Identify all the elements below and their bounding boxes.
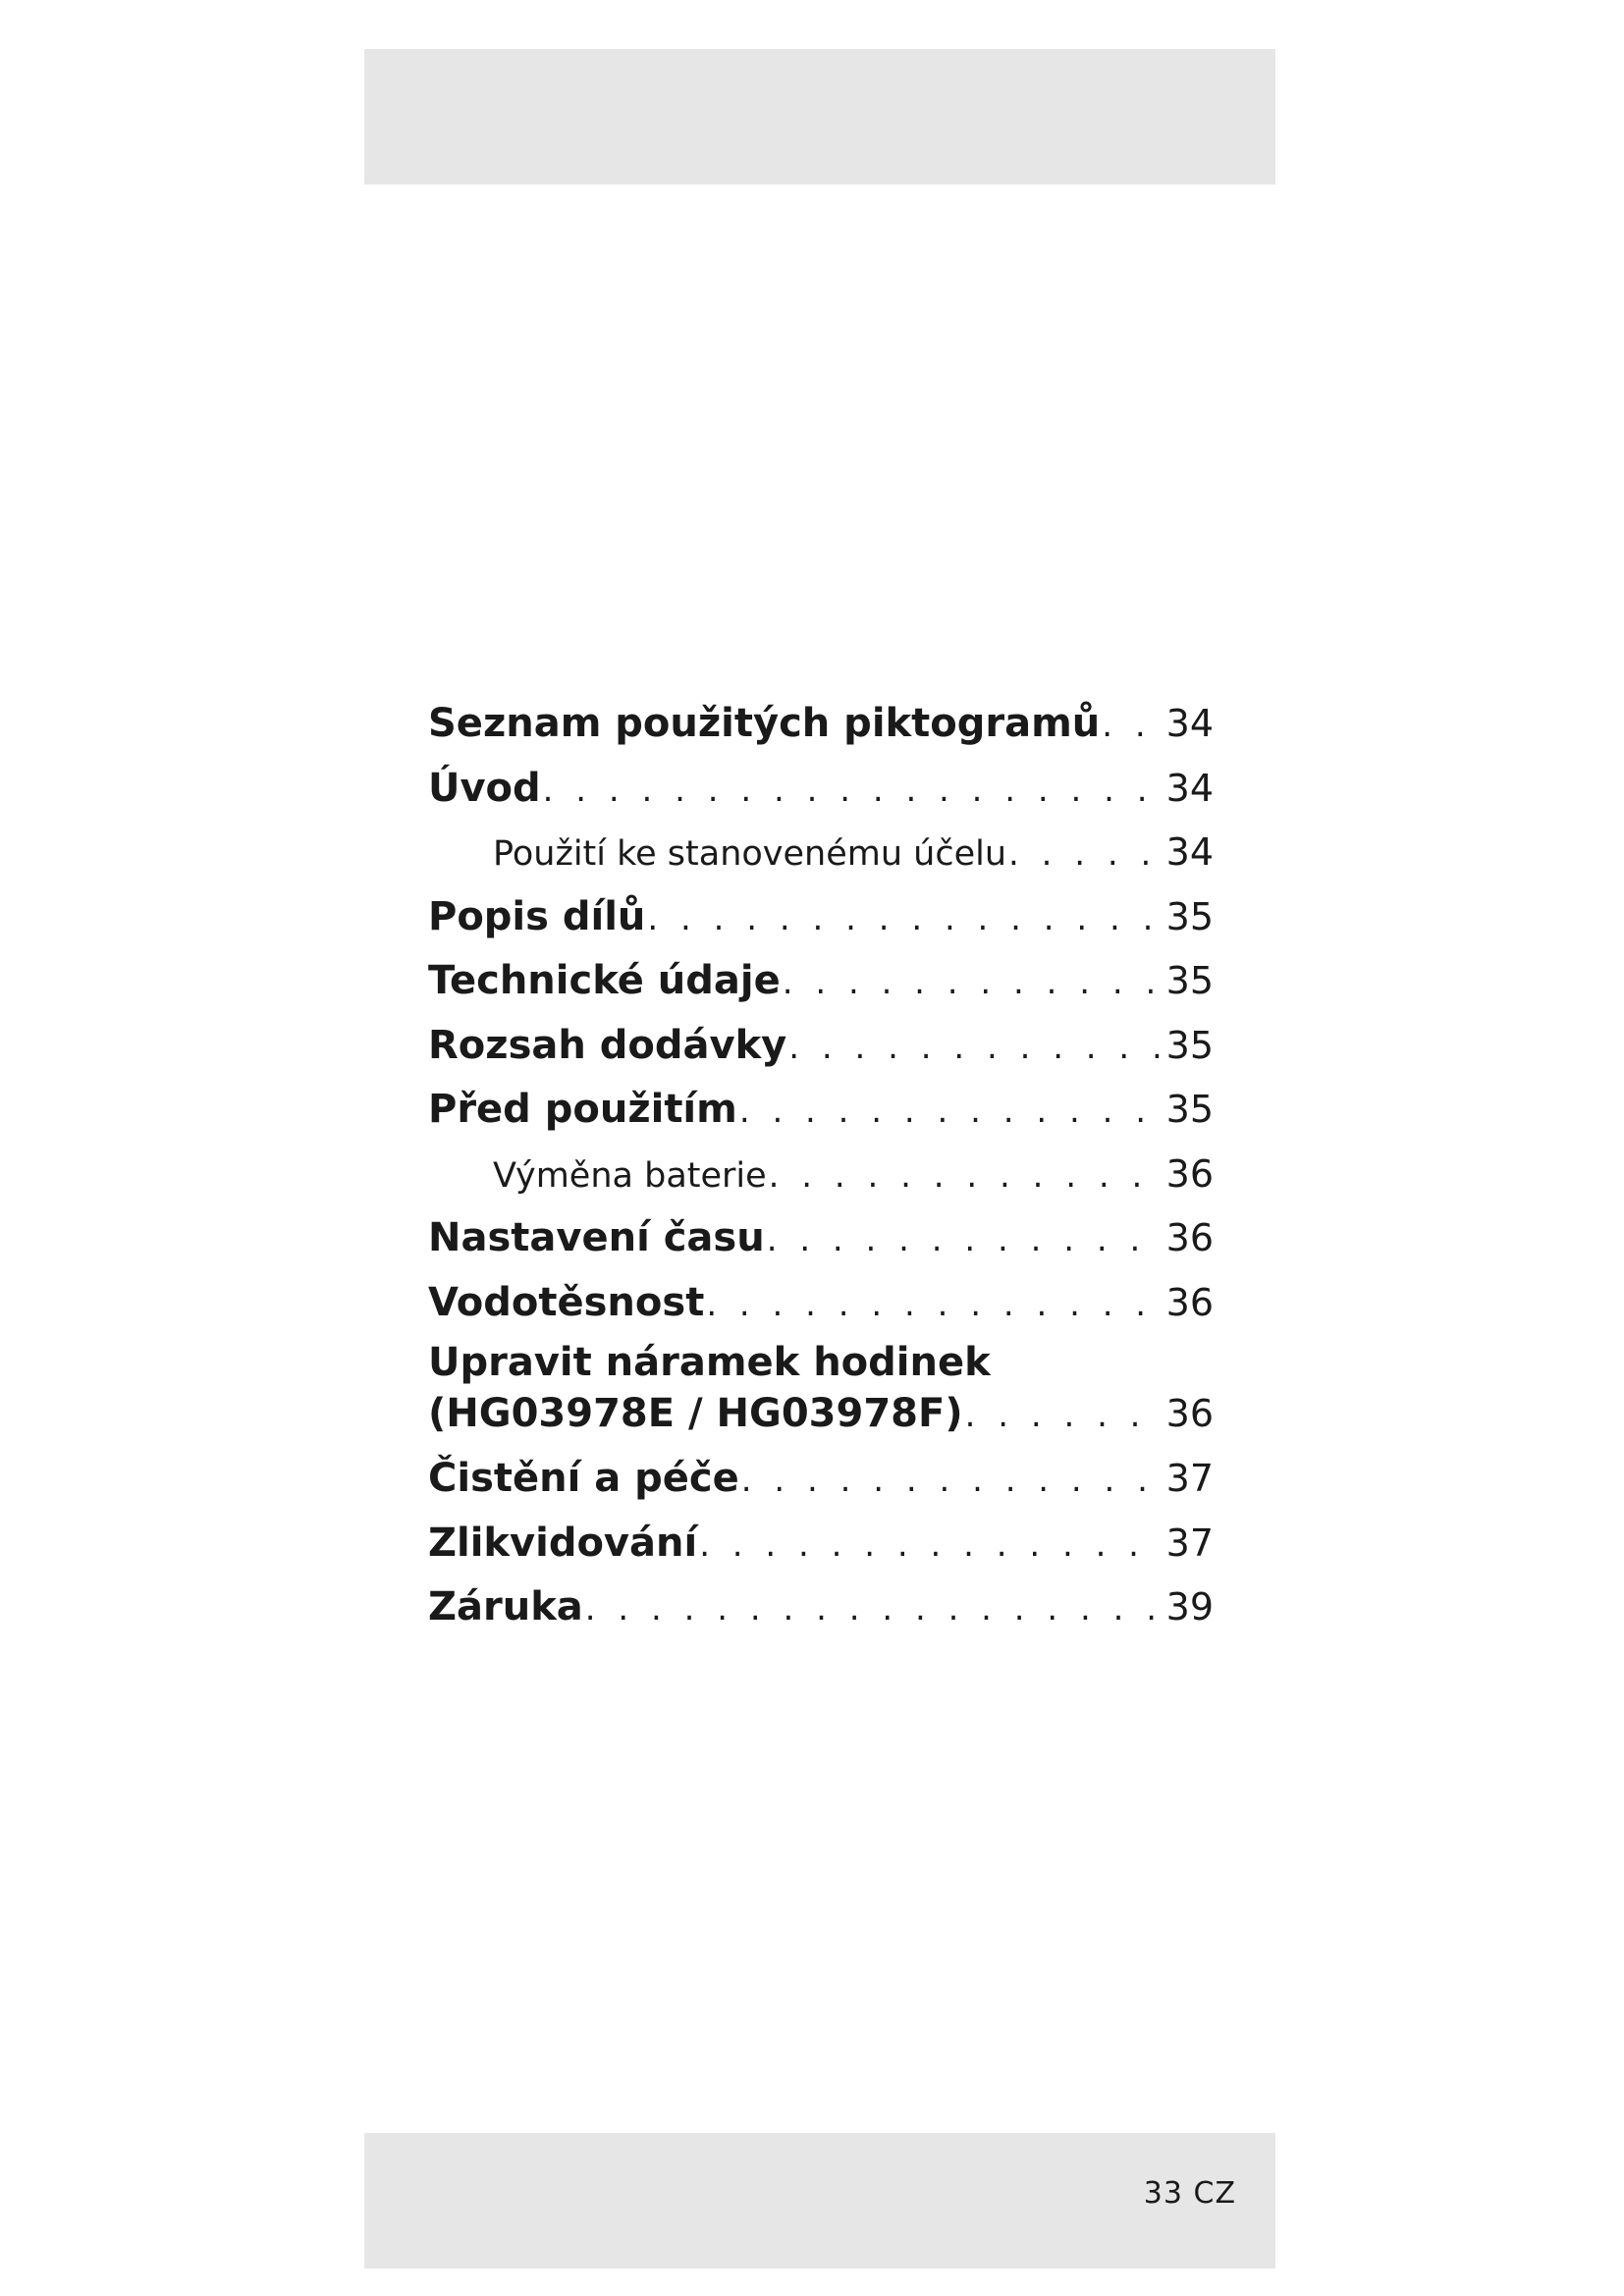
toc-entry-page: 36 <box>1165 1280 1214 1324</box>
toc-entry-cisteni-a-pece[interactable] <box>428 1447 1214 1512</box>
toc-entry-title: Záruka <box>428 1584 583 1629</box>
toc-entry-title: Nastavení času <box>428 1215 765 1260</box>
toc-entry-title-line2: (HG03978E / HG03978F) <box>428 1391 963 1436</box>
dot-leader <box>647 887 1160 952</box>
dot-leader <box>1008 823 1161 887</box>
toc-entry-page: 37 <box>1165 1521 1214 1565</box>
toc-entry-seznam-piktogramu[interactable] <box>428 692 1214 757</box>
dot-leader <box>783 951 1161 1016</box>
dot-leader <box>767 1208 1161 1273</box>
toc-entry-rozsah-dodavky[interactable] <box>428 1014 1214 1079</box>
header-band <box>364 49 1275 185</box>
toc-entry-page: 36 <box>1165 1216 1214 1259</box>
toc-entry-vodotesnost[interactable] <box>428 1271 1214 1336</box>
toc-entry-title-line1: Upravit náramek hodinek <box>428 1340 991 1385</box>
toc-entry-title: Zlikvidování <box>428 1520 698 1566</box>
dot-leader <box>741 1449 1161 1514</box>
toc-entry-title: Rozsah dodávky <box>428 1022 787 1068</box>
toc-entry-page: 39 <box>1165 1585 1214 1629</box>
toc-entry-technicke-udaje[interactable] <box>428 949 1214 1014</box>
toc-entry-page: 34 <box>1165 830 1214 874</box>
toc-entry-page: 36 <box>1165 1392 1214 1435</box>
dot-leader <box>965 1390 1161 1441</box>
toc-entry-title: Seznam použitých piktogramů <box>428 701 1101 746</box>
dot-leader <box>739 1080 1161 1145</box>
toc-entry-line2 <box>428 1388 1214 1447</box>
toc-entry-page: 35 <box>1165 894 1214 938</box>
toc-entry-zaruka[interactable] <box>428 1575 1214 1640</box>
dot-leader <box>769 1145 1161 1209</box>
toc-entry-title: Použití ke stanovenému účelu <box>493 834 1007 874</box>
toc-entry-title: Popis dílů <box>428 893 646 939</box>
toc-entry-pred-pouzitim[interactable] <box>428 1078 1214 1143</box>
toc-entry-zlikvidovani[interactable] <box>428 1512 1214 1576</box>
dot-leader <box>706 1273 1160 1338</box>
toc-entry-page: 34 <box>1165 702 1214 745</box>
toc-entry-page: 35 <box>1165 1088 1214 1131</box>
toc-entry-vymena-baterie[interactable] <box>428 1143 1214 1207</box>
dot-leader <box>788 1016 1160 1081</box>
toc-entry-uvod[interactable] <box>428 757 1214 822</box>
toc-entry-popis-dilu[interactable] <box>428 885 1214 950</box>
dot-leader <box>699 1514 1160 1578</box>
toc-entry-title: Před použitím <box>428 1087 737 1132</box>
table-of-contents <box>428 692 1214 1640</box>
toc-entry-page: 34 <box>1165 766 1214 810</box>
toc-entry-nastaveni-casu[interactable] <box>428 1206 1214 1271</box>
dot-leader <box>1102 694 1160 759</box>
toc-entry-title: Výměna baterie <box>493 1155 767 1196</box>
toc-entry-title: Technické údaje <box>428 958 781 1003</box>
toc-entry-upravit-naramek[interactable] <box>428 1337 1214 1447</box>
dot-leader <box>543 759 1161 824</box>
page-number-label: 33 CZ <box>1143 2176 1236 2211</box>
toc-entry-pouziti-ke-stanovenemu-ucelu[interactable] <box>428 821 1214 885</box>
dot-leader <box>585 1577 1161 1642</box>
toc-entry-title: Úvod <box>428 765 541 811</box>
toc-entry-page: 35 <box>1165 959 1214 1002</box>
toc-entry-page: 37 <box>1165 1457 1214 1500</box>
toc-entry-title: Čistění a péče <box>428 1456 739 1501</box>
footer-band <box>364 2133 1275 2269</box>
toc-entry-title: Vodotěsnost <box>428 1279 705 1325</box>
toc-entry-page: 36 <box>1165 1151 1214 1196</box>
toc-entry-page: 35 <box>1165 1023 1214 1067</box>
